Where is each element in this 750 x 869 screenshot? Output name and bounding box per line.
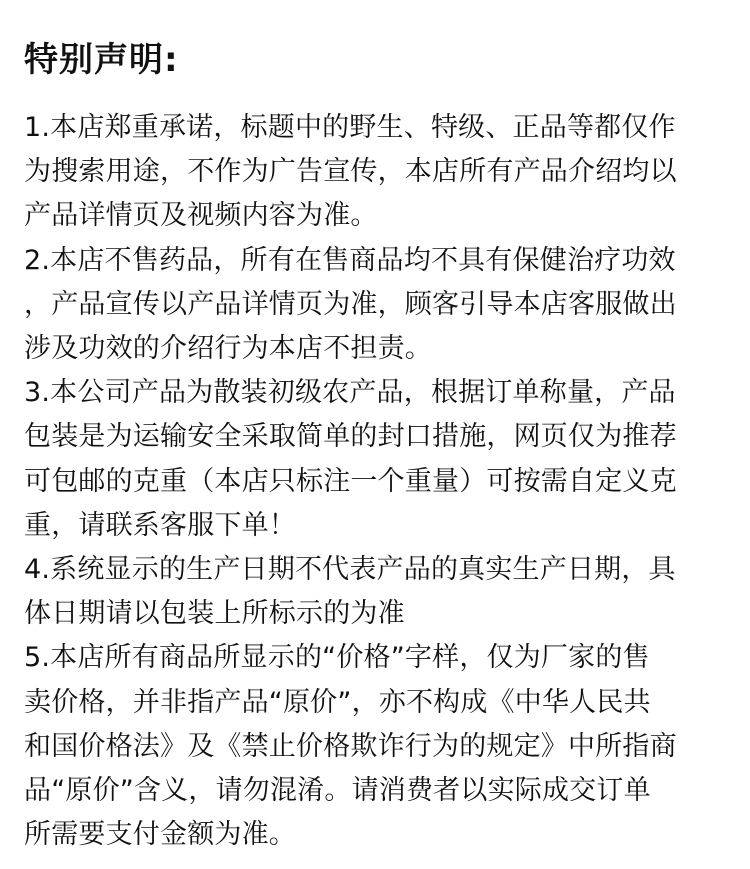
notice-title: 特别声明: (24, 40, 179, 80)
notice-line: 品“原价”含义，请勿混淆。请消费者以实际成交订单 (24, 775, 651, 807)
notice-line: 体日期请以包装上所标示的为准 (24, 598, 405, 630)
notice-line: 涉及功效的介绍行为本店不担责。 (24, 333, 432, 365)
notice-line: 5.本店所有商品所显示的“价格”字样，仅为厂家的售 (24, 642, 650, 674)
notice-line: 1.本店郑重承诺，标题中的野生、特级、正品等都仅作 (24, 112, 676, 143)
notice-item-3 (24, 371, 726, 548)
notice-line: 和国价格法》及《禁止价格欺诈行为的规定》中所指商 (24, 730, 677, 762)
notice-line: 包装是为运输安全采取简单的封口措施，网页仅为推荐 (24, 421, 677, 453)
notice-line: 为搜索用途，不作为广告宣传，本店所有产品介绍均以 (24, 156, 677, 188)
notice-line: 3.本公司产品为散装初级农产品，根据订单称量，产品 (24, 377, 676, 409)
notice-line: 2.本店不售药品，所有在售商品均不具有保健治疗功效 (24, 244, 676, 276)
notice-line: 所需要支付金额为准。 (24, 819, 296, 851)
notice-item-5 (24, 636, 726, 857)
notice-item-1 (24, 106, 726, 239)
notice-item-4 (24, 548, 726, 636)
notice-line: 可包邮的克重（本店只标注一个重量）可按需自定义克 (24, 465, 677, 497)
notice-line: ，产品宣传以产品详情页为准，顾客引导本店客服做出 (24, 288, 677, 320)
notice-line: 4.系统显示的生产日期不代表产品的真实生产日期，具 (24, 554, 676, 586)
notice-line: 产品详情页及视频内容为准。 (24, 200, 378, 232)
notice-item-2 (24, 239, 726, 372)
notice-items (24, 106, 726, 857)
notice-line: 卖价格，并非指产品“原价”，亦不构成《中华人民共 (24, 686, 651, 718)
notice-line: 重，请联系客服下单！ (24, 509, 296, 541)
